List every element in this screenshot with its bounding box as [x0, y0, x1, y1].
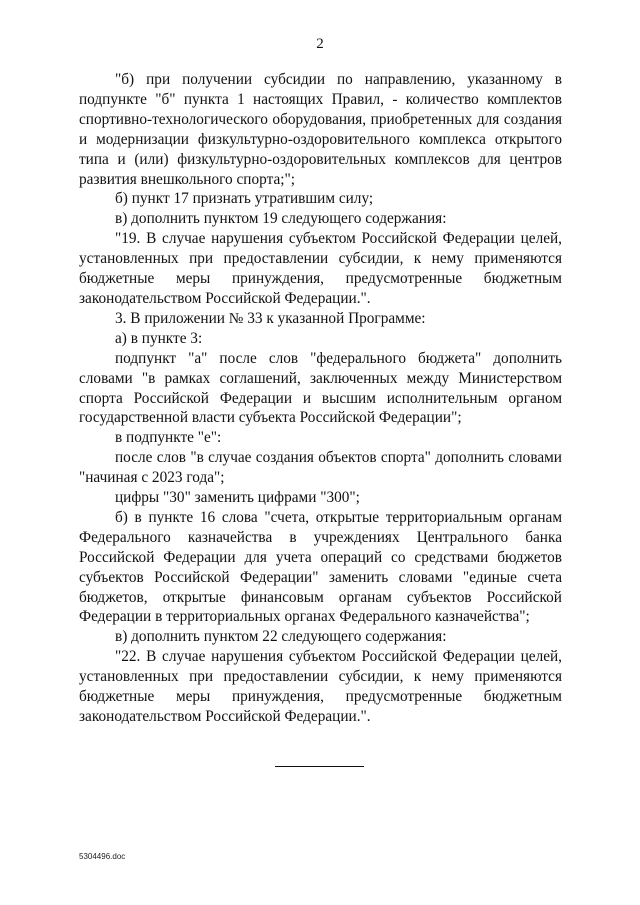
paragraph: "19. В случае нарушения субъектом Российской Федерации целей, установленных при предоставлении субсидии, к нему применяются бюджетные меры принуждения, предусмотренные бюджетным законодательством Российской Федерации.". — [79, 230, 562, 307]
paragraph: "22. В случае нарушения субъектом Российской Федерации целей, установленных при предоставлении субсидии, к нему применяются бюджетные меры принуждения, предусмотренные бюджетным законодательством Российской Федерации.". — [79, 648, 562, 725]
paragraph: б) пункт 17 признать утратившим силу; — [115, 190, 374, 208]
paragraph: "б) при получении субсидии по направлению, указанному в подпункте "б" пункта 1 настоящих Правил, - количество комплектов спортивно-технологического оборудования, приобретенных для создания и модернизации физкультурно-оздоровительного комплекса открытого типа и (или) физкультурно-оздоровительных комплексов для центров развития внешкольного спорта;"; — [79, 71, 562, 188]
paragraph: цифры "30" заменить цифрами "300"; — [115, 489, 360, 507]
paragraph: после слов "в случае создания объектов спорта" дополнить словами "начиная с 2023 года"; — [79, 449, 562, 487]
separator-line — [275, 766, 364, 767]
document-body — [79, 70, 562, 727]
paragraph: б) в пункте 16 слова "счета, открытые территориальным органам Федерального казначейства в учреждениях Центрального банка Российской Федерации для учета операций со средствами бюджетов субъектов Российской Федерации" заменить словами "единые счета бюджетов, открытые финансовым органам субъектов Российской Федерации в территориальных органах Федерального казначейства"; — [79, 508, 562, 626]
page-number: 2 — [316, 36, 324, 52]
paragraph: в) дополнить пунктом 22 следующего содержания: — [115, 628, 447, 646]
paragraph: в подпункте "е": — [115, 429, 222, 447]
file-reference: 5304496.doc — [79, 852, 126, 861]
paragraph: 3. В приложении № 33 к указанной Программе: — [115, 309, 426, 327]
paragraph: подпункт "а" после слов "федерального бюджета" дополнить словами "в рамках соглашений, заключенных между Министерством спорта Российской Федерации и высшим исполнительным органом государственной власти субъекта Российской Федерации"; — [79, 349, 562, 427]
paragraph: а) в пункте 3: — [115, 329, 203, 347]
paragraph: в) дополнить пунктом 19 следующего содержания: — [115, 210, 447, 228]
